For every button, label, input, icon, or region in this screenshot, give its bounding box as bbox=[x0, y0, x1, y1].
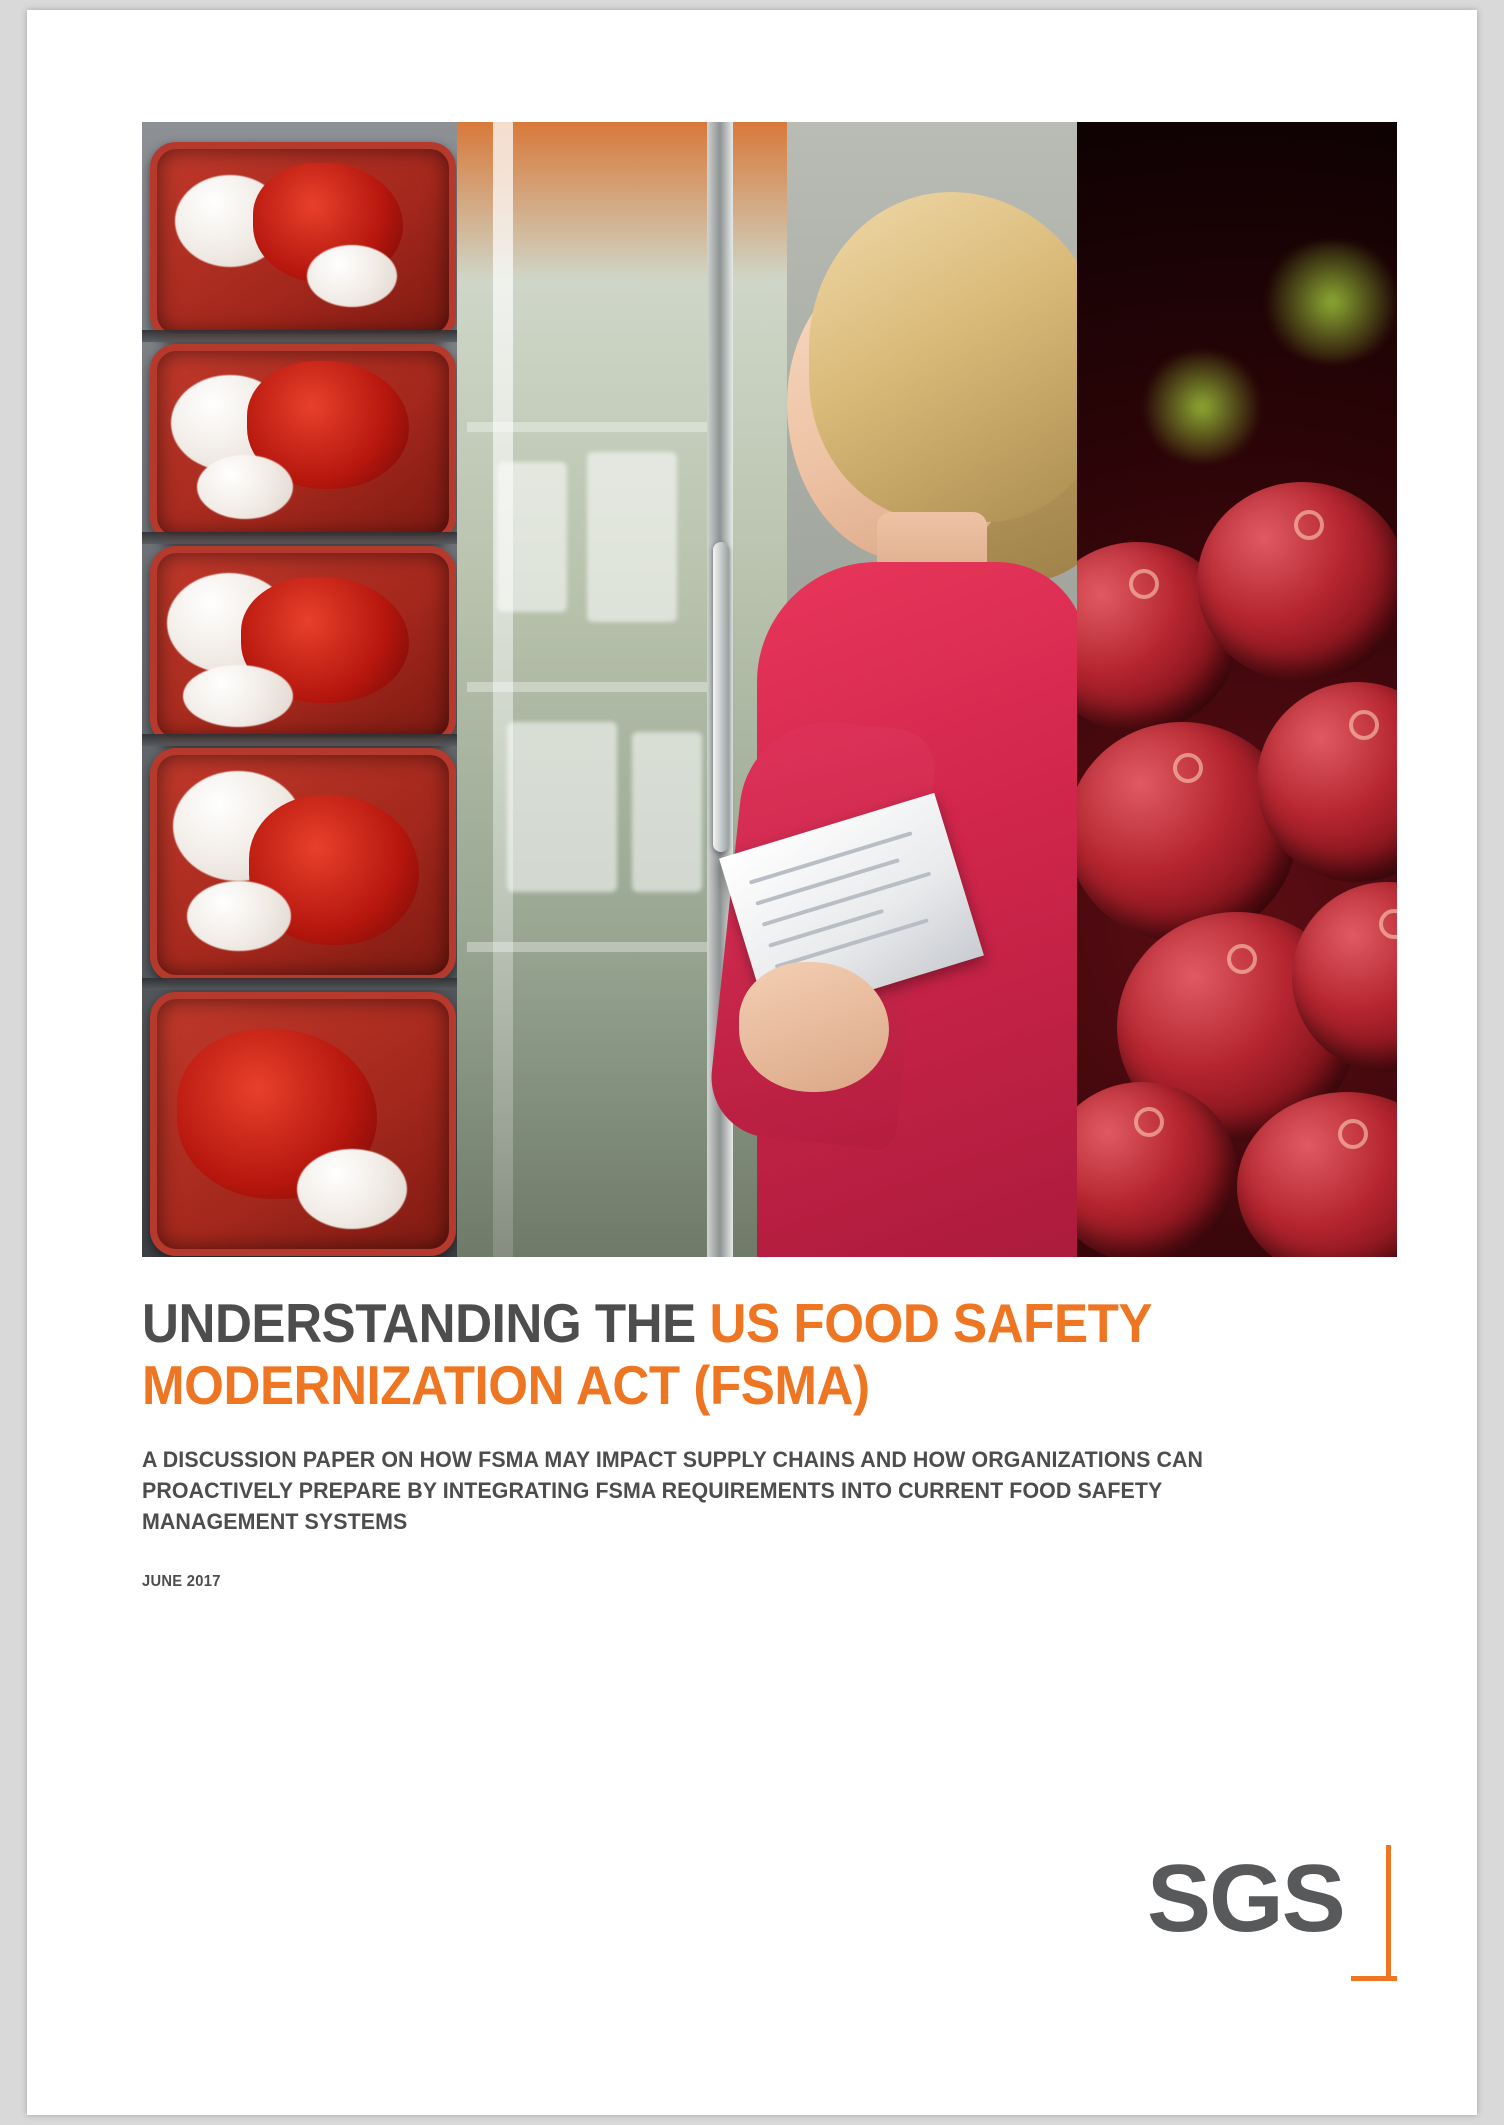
pomegranates-image bbox=[1077, 122, 1397, 1257]
food-trays-image bbox=[142, 122, 457, 1257]
page-title-highlight: US FOOD SAFETY MODERNIZATION ACT (FSMA) bbox=[142, 1292, 1152, 1417]
page-title bbox=[142, 1292, 1286, 1416]
page-title-lead: UNDERSTANDING THE bbox=[142, 1292, 710, 1354]
shopper-image bbox=[457, 122, 1077, 1257]
logo-horizontal-bar-icon bbox=[1351, 1976, 1397, 1981]
document-page bbox=[27, 10, 1477, 2115]
sgs-logo bbox=[1147, 1845, 1397, 1995]
publication-date: JUNE 2017 bbox=[142, 1573, 221, 1591]
cover-text-block bbox=[142, 1292, 1372, 1591]
sgs-logo-text: SGS bbox=[1147, 1845, 1344, 1952]
cover-hero-image bbox=[142, 122, 1397, 1257]
page-subtitle: A DISCUSSION PAPER ON HOW FSMA MAY IMPACT SUPPLY CHAINS AND HOW ORGANIZATIONS CAN PROACTIVELY PREPARE BY INTEGRATING FSMA REQUIREMENTS INTO CURRENT FOOD SAFETY MANAGEMENT SYSTEMS bbox=[142, 1447, 1204, 1535]
logo-vertical-bar-icon bbox=[1386, 1845, 1391, 1981]
